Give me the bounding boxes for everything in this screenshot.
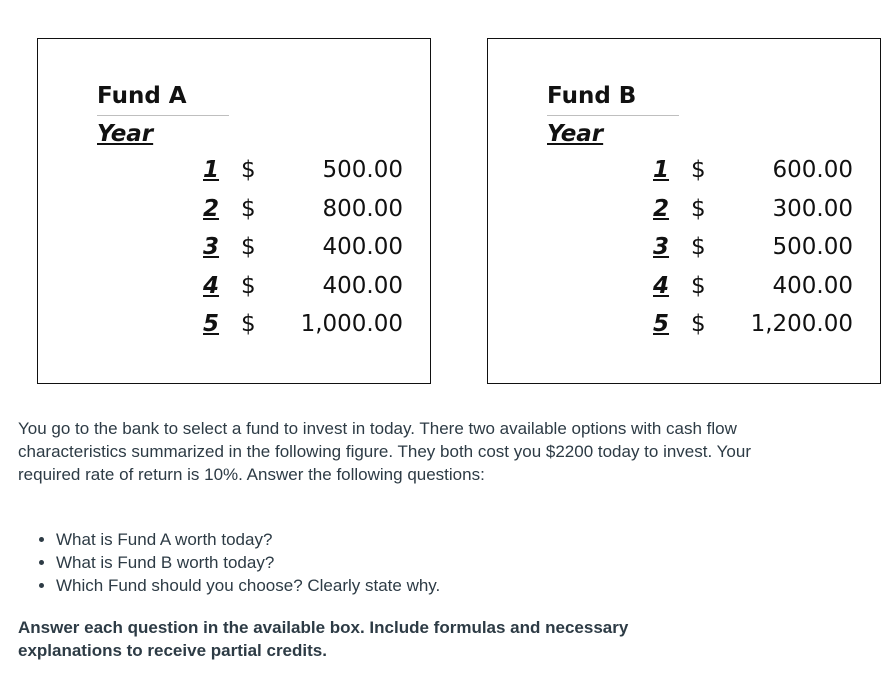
cash-flow-amount: 400.00: [322, 234, 403, 260]
problem-statement: You go to the bank to select a fund to invest in today. There two available options with cash flow characteristics summarized in the following figure. They both cost you $2200 today to invest. Your required rate of return is 10%. Answer the following questions:: [18, 419, 751, 484]
fund-a-cash-flows: [203, 157, 403, 350]
question-item: • Which Fund should you choose? Clearly state why.: [56, 574, 440, 597]
cash-flow-year: 2: [203, 195, 220, 222]
fund-b-year-header: Year: [547, 121, 604, 147]
dollar-sign: $: [691, 311, 706, 337]
dollar-sign: $: [691, 195, 706, 222]
dollar-sign: $: [241, 195, 256, 222]
cash-flow-row: [653, 273, 853, 312]
dollar-sign: $: [691, 272, 706, 299]
fund-a-table: [37, 38, 431, 384]
fund-b-table: [487, 38, 881, 384]
cash-flow-year: 5: [203, 311, 220, 337]
cash-flow-row: [203, 196, 403, 235]
cash-flow-amount: 500.00: [772, 234, 853, 260]
cash-flow-row: [653, 234, 853, 273]
cash-flow-year: 3: [203, 234, 220, 260]
fund-b-cash-flows: [653, 157, 853, 350]
question-item: • What is Fund B worth today?: [56, 551, 440, 574]
cash-flow-amount: 400.00: [322, 272, 403, 299]
cash-flow-year: 3: [653, 234, 670, 260]
cash-flow-amount: 800.00: [322, 195, 403, 222]
question-item: • What is Fund A worth today?: [56, 528, 440, 551]
cash-flow-row: [203, 273, 403, 312]
cash-flow-row: [653, 311, 853, 350]
cash-flow-amount: 300.00: [772, 195, 853, 222]
cash-flow-year: 2: [653, 195, 670, 222]
dollar-sign: $: [241, 311, 256, 337]
dollar-sign: $: [691, 234, 706, 260]
cash-flow-year: 4: [653, 272, 670, 299]
cash-flow-year: 5: [653, 311, 670, 337]
cash-flow-row: [203, 157, 403, 196]
cash-flow-amount: 600.00: [772, 157, 853, 183]
cash-flow-row: [203, 234, 403, 273]
cash-flow-year: 1: [653, 157, 670, 183]
cash-flow-amount: 500.00: [322, 157, 403, 183]
answer-instructions: Answer each question in the available box. Include formulas and necessary explanations to receive partial credits.: [18, 618, 629, 660]
fund-a-title: Fund A: [97, 83, 229, 116]
cash-flow-row: [653, 157, 853, 196]
dollar-sign: $: [241, 157, 256, 183]
dollar-sign: $: [241, 272, 256, 299]
cash-flow-row: [203, 311, 403, 350]
dollar-sign: $: [691, 157, 706, 183]
fund-b-title: Fund B: [547, 83, 679, 116]
question-list: [38, 528, 440, 597]
fund-a-year-header: Year: [97, 121, 154, 147]
dollar-sign: $: [241, 234, 256, 260]
cash-flow-row: [653, 196, 853, 235]
cash-flow-amount: 400.00: [772, 272, 853, 299]
cash-flow-year: 1: [203, 157, 220, 183]
cash-flow-amount: 1,200.00: [750, 311, 853, 337]
cash-flow-amount: 1,000.00: [300, 311, 403, 337]
cash-flow-year: 4: [203, 272, 220, 299]
